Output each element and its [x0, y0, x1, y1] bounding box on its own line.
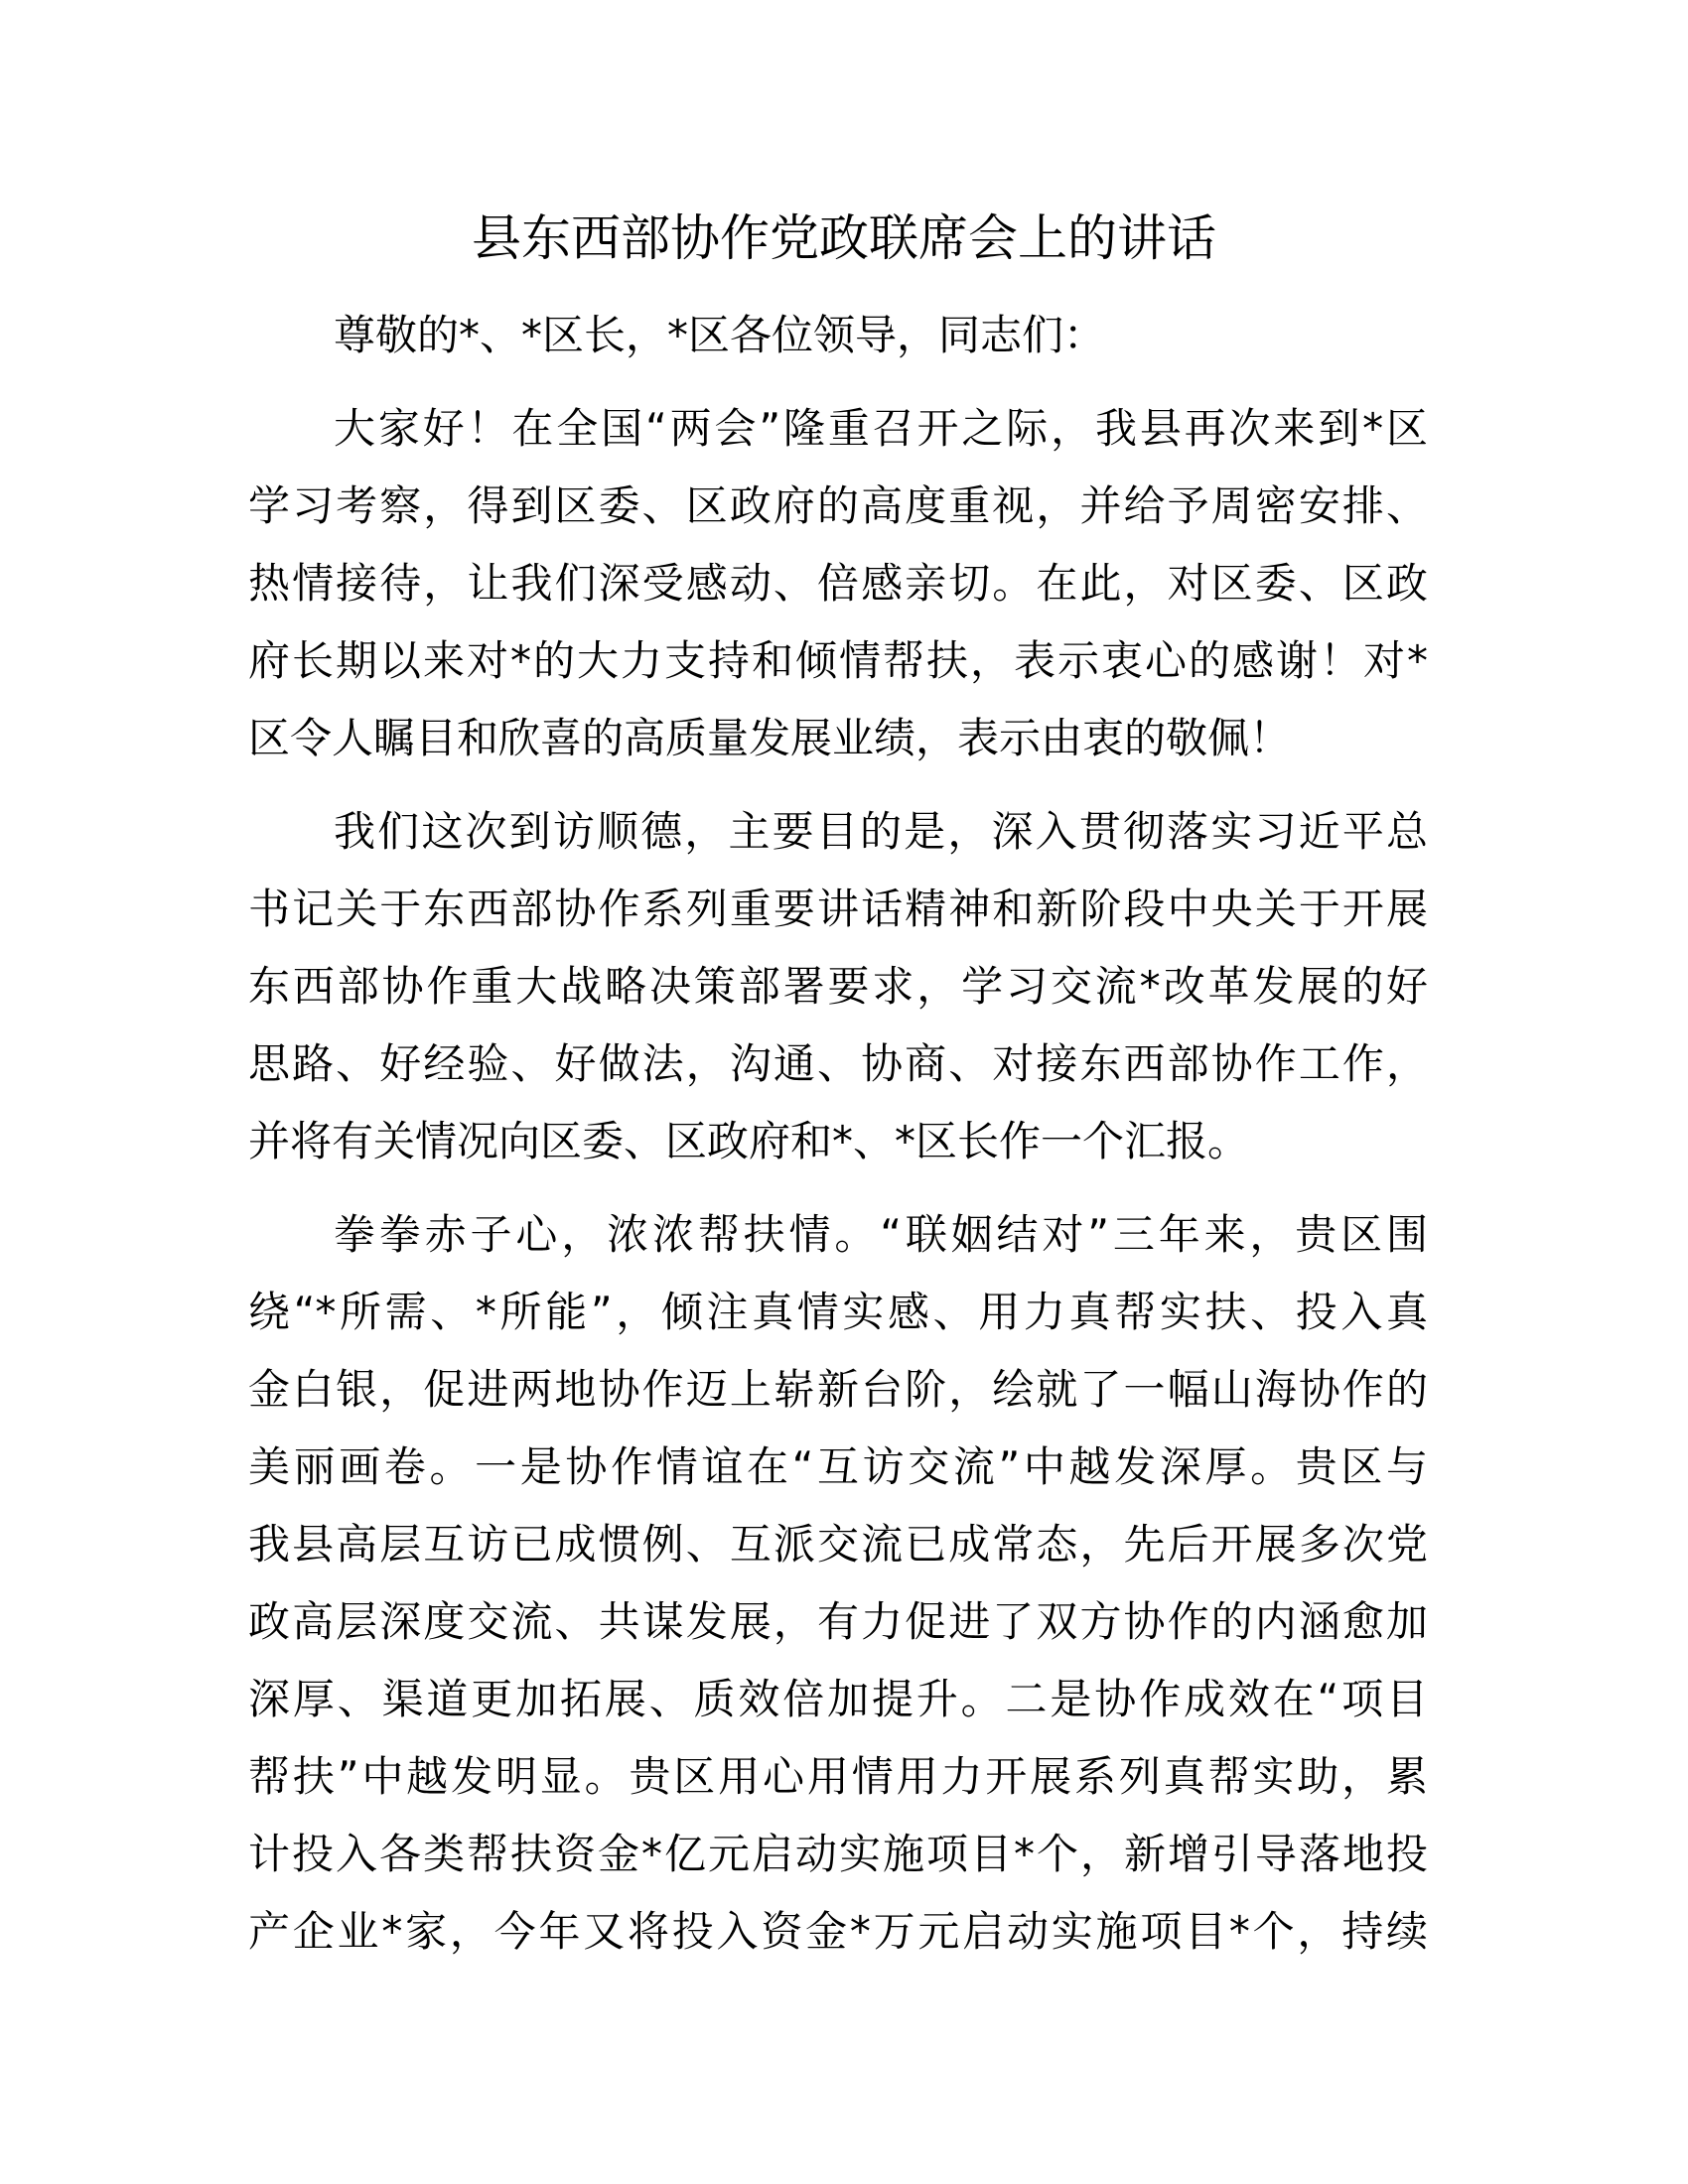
- text-line: 政高层深度交流、共谋发展，有力促进了双方协作的内涵愈加: [248, 1597, 1428, 1646]
- text-line: 思路、好经验、好做法，沟通、协商、对接东西部协作工作，: [248, 1039, 1428, 1088]
- text-line: 绕“*所需、*所能”，倾注真情实感、用力真帮实扶、投入真: [248, 1288, 1428, 1336]
- text-line: 大家好！在全国“两会”隆重召开之际，我县再次来到*区: [334, 404, 1428, 453]
- text-line: 区令人瞩目和欣喜的高质量发展业绩，表示由衷的敬佩！: [248, 714, 1292, 762]
- text-line: 我们这次到访顺德，主要目的是，深入贯彻落实习近平总: [334, 807, 1428, 856]
- text-line: 学习考察，得到区委、区政府的高度重视，并给予周密安排、: [248, 481, 1428, 530]
- text-line: 深厚、渠道更加拓展、质效倍加提升。二是协作成效在“项目: [248, 1675, 1428, 1723]
- text-line: 我县高层互访已成惯例、互派交流已成常态，先后开展多次党: [248, 1520, 1428, 1569]
- paragraph: [248, 297, 1428, 374]
- document-title: 县东西部协作党政联席会上的讲话: [472, 209, 1216, 267]
- text-line: 府长期以来对*的大力支持和倾情帮扶，表示衷心的感谢！对*: [248, 636, 1428, 685]
- text-line: 并将有关情况向区委、区政府和*、*区长作一个汇报。: [248, 1117, 1250, 1165]
- text-line: 热情接待，让我们深受感动、倍感亲切。在此，对区委、区政: [248, 559, 1428, 608]
- paragraph: [248, 390, 1428, 777]
- text-line: 尊敬的*、*区长，*区各位领导，同志们：: [334, 311, 1106, 359]
- text-line: 拳拳赤子心，浓浓帮扶情。“联姻结对”三年来，贵区围: [334, 1210, 1428, 1259]
- document-body: [248, 297, 1428, 1986]
- text-line: 美丽画卷。一是协作情谊在“互访交流”中越发深厚。贵区与: [248, 1442, 1428, 1491]
- text-line: 帮扶”中越发明显。贵区用心用情用力开展系列真帮实助，累: [248, 1752, 1428, 1801]
- paragraph: [248, 1196, 1428, 1971]
- text-line: 书记关于东西部协作系列重要讲话精神和新阶段中央关于开展: [248, 885, 1428, 933]
- text-line: 产企业*家，今年又将投入资金*万元启动实施项目*个，持续: [248, 1907, 1428, 1956]
- paragraph: [248, 793, 1428, 1180]
- text-line: 计投入各类帮扶资金*亿元启动实施项目*个，新增引导落地投: [248, 1830, 1428, 1878]
- text-line: 东西部协作重大战略决策部署要求，学习交流*改革发展的好: [248, 962, 1428, 1011]
- text-line: 金白银，促进两地协作迈上崭新台阶，绘就了一幅山海协作的: [248, 1365, 1428, 1414]
